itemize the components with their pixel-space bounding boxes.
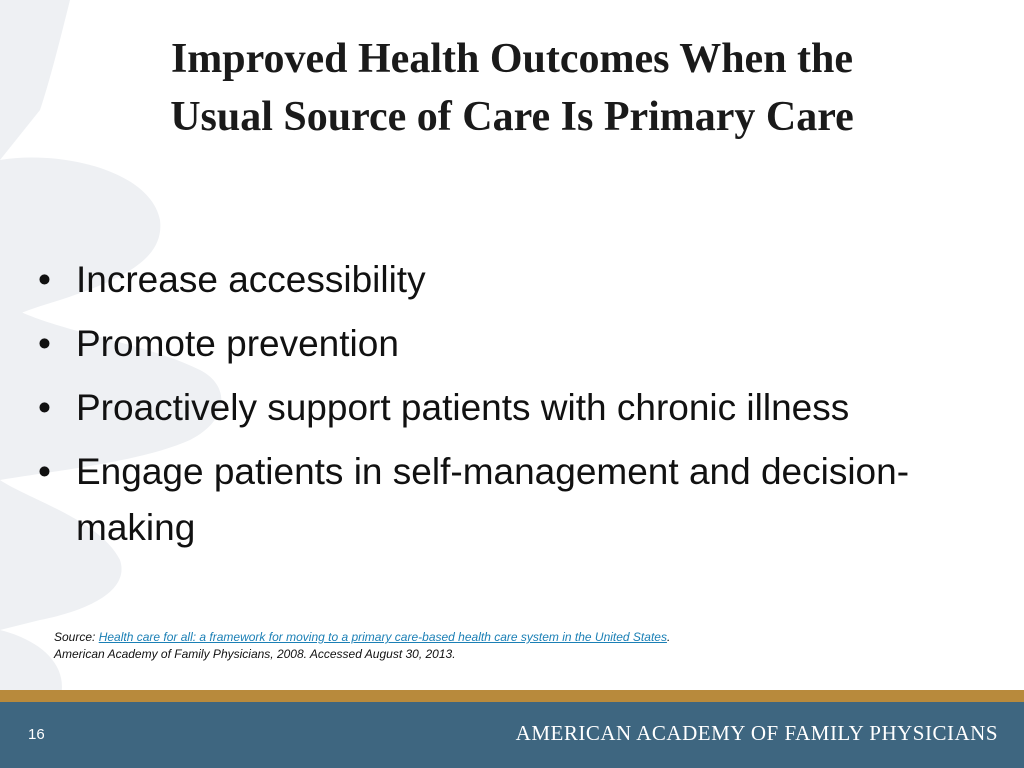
source-line-1 bbox=[54, 629, 954, 646]
source-link-period: . bbox=[666, 630, 671, 644]
bullet-list bbox=[38, 252, 938, 564]
bullet-text: Increase accessibility bbox=[76, 259, 426, 300]
bullet-icon: • bbox=[38, 387, 51, 428]
title-line-1: Improved Health Outcomes When the bbox=[170, 36, 854, 82]
bullet-item bbox=[38, 252, 938, 308]
bullet-text: Promote prevention bbox=[76, 323, 399, 364]
bullet-icon: • bbox=[38, 323, 51, 364]
bullet-icon: • bbox=[38, 259, 51, 300]
bullet-text: Proactively support patients with chronic illness bbox=[76, 387, 850, 428]
source-link[interactable]: Health care for all: a framework for moving to a primary care-based health care system in the United States bbox=[98, 630, 667, 644]
bullet-item bbox=[38, 380, 938, 436]
organization-name: AMERICAN ACADEMY OF FAMILY PHYSICIANS bbox=[515, 721, 998, 745]
footer-bar bbox=[0, 702, 1024, 768]
source-prefix: Source: bbox=[54, 630, 99, 644]
source-citation bbox=[54, 629, 954, 663]
bullet-item bbox=[38, 444, 938, 556]
slide-title bbox=[20, 30, 1004, 146]
title-line-2: Usual Source of Care Is Primary Care bbox=[170, 94, 854, 140]
source-line-2: American Academy of Family Physicians, 2008. Accessed August 30, 2013. bbox=[54, 647, 456, 661]
bullet-icon: • bbox=[38, 451, 51, 492]
page-number: 16 bbox=[28, 726, 45, 743]
bullet-item bbox=[38, 316, 938, 372]
footer-gold-stripe bbox=[0, 690, 1024, 702]
bullet-text: Engage patients in self-management and decision-making bbox=[76, 451, 910, 548]
